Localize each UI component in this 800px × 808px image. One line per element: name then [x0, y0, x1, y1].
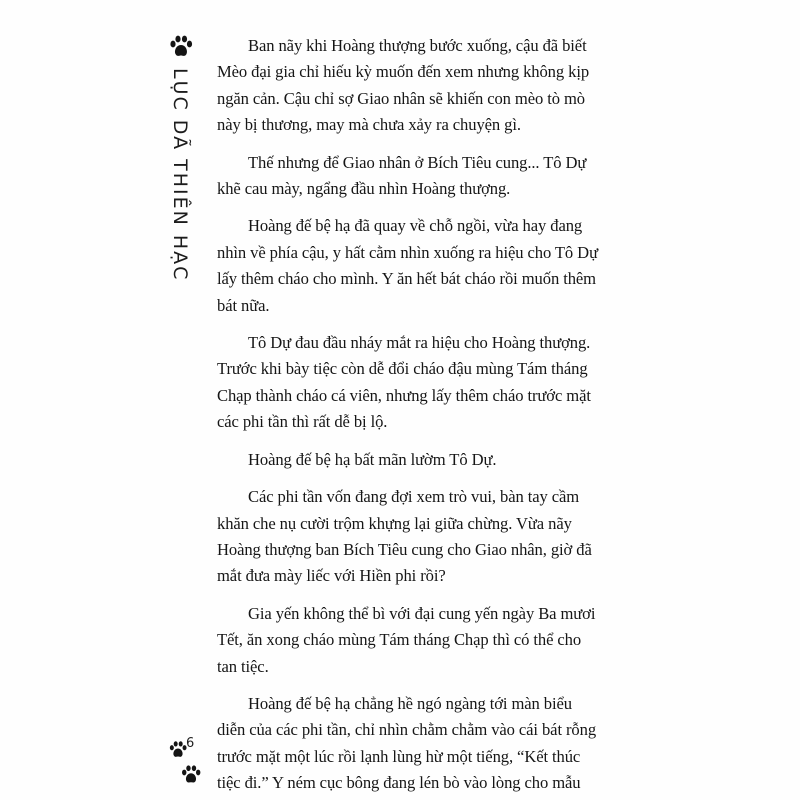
text-line: mắt đưa mày liếc với Hiền phi rồi?: [217, 566, 446, 586]
paragraph-6: [217, 484, 617, 590]
text-line: Chạp thành cháo cá viên, nhưng lấy thêm cháo trước mặt: [217, 385, 591, 405]
paragraph-5: [217, 447, 617, 473]
text-line: Thế nhưng để Giao nhân ở Bích Tiêu cung... Tô Dự: [248, 152, 587, 172]
paragraph-4: [217, 330, 617, 436]
paragraph-3: [217, 213, 617, 319]
text-line: Trước khi bày tiệc còn dễ đổi cháo đậu mùng Tám tháng: [217, 359, 588, 379]
text-line: khăn che nụ cười trộm khựng lại giữa chừng. Vừa nãy: [217, 513, 572, 533]
text-line: trước mặt một lúc rồi lạnh lùng hừ một tiếng, “Kết thúc: [217, 746, 581, 766]
text-line: Hoàng đế bệ hạ bất mãn lườm Tô Dự.: [248, 449, 497, 469]
text-line: ngăn cản. Cậu chỉ sợ Giao nhân sẽ khiến con mèo tò mò: [217, 88, 585, 108]
text-line: này bị thương, may mà chưa xảy ra chuyện gì.: [217, 115, 521, 135]
text-line: khẽ cau mày, ngẩng đầu nhìn Hoàng thượng.: [217, 179, 511, 199]
paw-print-icon: [168, 34, 194, 60]
book-title: LỤC DÃ THIÊN HẠC: [169, 68, 191, 282]
text-line: nhìn về phía cậu, y hất cằm nhìn xuống ra hiệu cho Tô Dự: [217, 242, 598, 262]
text-line: Hoàng đế bệ hạ đã quay về chỗ ngồi, vừa hay đang: [248, 216, 583, 236]
folio: [168, 738, 208, 788]
text-line: Ban nãy khi Hoàng thượng bước xuống, cậu đã biết: [248, 36, 587, 55]
text-line: các phi tần thì rất dễ bị lộ.: [217, 412, 388, 432]
text-line: Gia yến không thể bì với đại cung yến ngày Ba mươi: [248, 603, 596, 623]
body-text: [217, 33, 617, 808]
text-line: Tô Dự đau đầu nháy mắt ra hiệu cho Hoàng thượng.: [248, 333, 591, 353]
text-line: bát nữa.: [217, 295, 270, 315]
text-line: tan tiệc.: [217, 656, 269, 676]
paw-print-icon: [180, 764, 202, 786]
text-line: tiệc đi.” Y ném cục bông đang lén bò vào lòng cho mẫu: [217, 773, 581, 793]
text-line: lấy thêm cháo cho mình. Y ăn hết bát cháo rồi muốn thêm: [217, 269, 596, 289]
paragraph-1: [217, 33, 617, 139]
page-number: 6: [186, 736, 195, 751]
text-line: Hoàng đế bệ hạ chẳng hề ngó ngàng tới màn biểu: [248, 693, 572, 713]
running-header: [160, 34, 200, 294]
text-line: Mèo đại gia chỉ hiếu kỳ muốn đến xem nhưng không kịp: [217, 62, 590, 82]
text-line: Tết, ăn xong cháo mùng Tám tháng Chạp thì có thể cho: [217, 630, 582, 650]
text-line: Hoàng thượng ban Bích Tiêu cung cho Giao nhân, giờ đã: [217, 539, 592, 559]
paragraph-8: [217, 691, 617, 797]
text-line: Các phi tần vốn đang đợi xem trò vui, bàn tay cầm: [248, 487, 580, 507]
paw-print-icon: [168, 740, 188, 760]
text-line: diễn của các phi tần, chỉ nhìn chằm chằm vào cái bát rỗng: [217, 720, 597, 740]
paragraph-2: [217, 150, 617, 203]
paragraph-7: [217, 601, 617, 680]
